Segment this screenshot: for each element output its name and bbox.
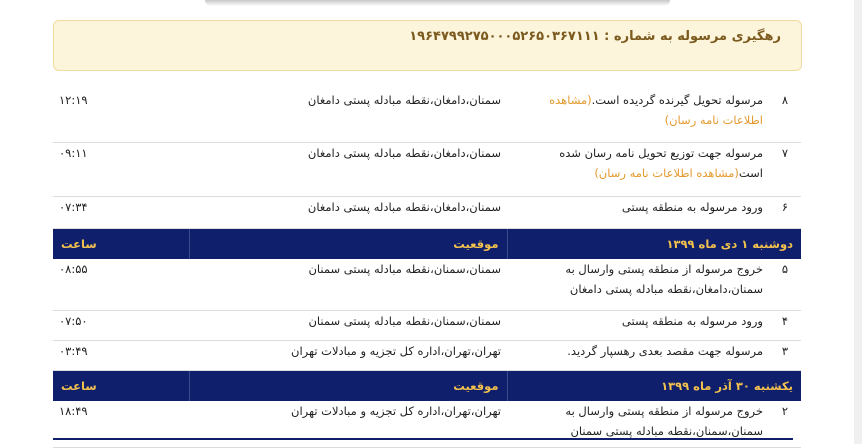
time-column-header: ساعت	[53, 228, 189, 259]
event-location: سمنان،دامغان،نقطه مبادله پستی دامغان	[189, 196, 507, 228]
tracking-banner	[53, 20, 802, 71]
event-location: سمنان،دامغان،نقطه مبادله پستی دامغان	[189, 142, 507, 196]
event-location: سمنان،سمنان،نقطه مبادله پستی سمنان	[189, 311, 507, 341]
table-row	[53, 142, 801, 196]
view-courier-link[interactable]: (مشاهده اطلاعات نامه رسان)	[594, 165, 739, 180]
event-number: ۵	[769, 259, 801, 311]
tracking-table	[53, 90, 801, 448]
event-number: ۲	[769, 401, 801, 447]
event-number: ۳	[769, 341, 801, 371]
banner-title: رهگیری مرسوله به شماره : ۱۹۶۴۷۹۹۲۷۵۰۰۰۵۲۶۵۰۳۶۷۱۱۱	[409, 29, 781, 44]
event-description	[507, 142, 769, 196]
time-column-header: ساعت	[53, 371, 189, 402]
event-time: ۰۸:۵۵	[53, 259, 189, 311]
event-time: ۱۸:۴۹	[53, 401, 189, 447]
scrollbar-track[interactable]	[854, 0, 862, 444]
event-number: ۸	[769, 90, 801, 142]
event-time: ۰۹:۱۱	[53, 142, 189, 196]
event-description: ورود مرسوله به منطقه پستی	[507, 196, 769, 228]
location-column-header: موقعیت	[189, 228, 507, 259]
table-row	[53, 259, 801, 311]
event-description: خروج مرسوله از منطقه پستی وارسال به سمنان،دامغان،نقطه مبادله پستی دامغان	[507, 259, 769, 311]
table-row	[53, 311, 801, 341]
table-row	[53, 341, 801, 371]
event-description	[507, 90, 769, 142]
table-row	[53, 196, 801, 228]
day-header-date: دوشنبه ۱ دی ماه ۱۳۹۹	[507, 228, 801, 259]
event-text: مرسوله تحویل گیرنده گردیده است.	[591, 93, 763, 107]
event-location: تهران،تهران،اداره کل تجزیه و مبادلات تهران	[189, 401, 507, 447]
event-time: ۰۳:۴۹	[53, 341, 189, 371]
day-header-row	[53, 371, 801, 402]
event-time: ۱۲:۱۹	[53, 90, 189, 142]
table-row	[53, 90, 801, 142]
event-description: مرسوله جهت مقصد بعدی رهسپار گردید.	[507, 341, 769, 371]
day-header-row	[53, 228, 801, 259]
event-time: ۰۷:۵۰	[53, 311, 189, 341]
view-courier-link[interactable]: (مشاهده اطلاعات نامه رسان)	[549, 93, 763, 127]
event-time: ۰۷:۳۴	[53, 196, 189, 228]
event-text: مرسوله جهت توزیع تحویل نامه رسان شده است	[559, 145, 763, 180]
top-shadow	[205, 0, 670, 6]
event-location: سمنان،سمنان،نقطه مبادله پستی سمنان	[189, 259, 507, 311]
event-location: تهران،تهران،اداره کل تجزیه و مبادلات تهران	[189, 341, 507, 371]
day-header-date: یکشنبه ۳۰ آذر ماه ۱۳۹۹	[507, 371, 801, 402]
event-location: سمنان،دامغان،نقطه مبادله پستی دامغان	[189, 90, 507, 142]
event-number: ۷	[769, 142, 801, 196]
location-column-header: موقعیت	[189, 371, 507, 402]
event-number: ۶	[769, 196, 801, 228]
event-number: ۴	[769, 311, 801, 341]
bottom-border	[53, 438, 793, 440]
event-description: خروج مرسوله از منطقه پستی وارسال به سمنان،سمنان،نقطه مبادله پستی سمنان	[507, 401, 769, 447]
event-description: ورود مرسوله به منطقه پستی	[507, 311, 769, 341]
table-row	[53, 401, 801, 447]
